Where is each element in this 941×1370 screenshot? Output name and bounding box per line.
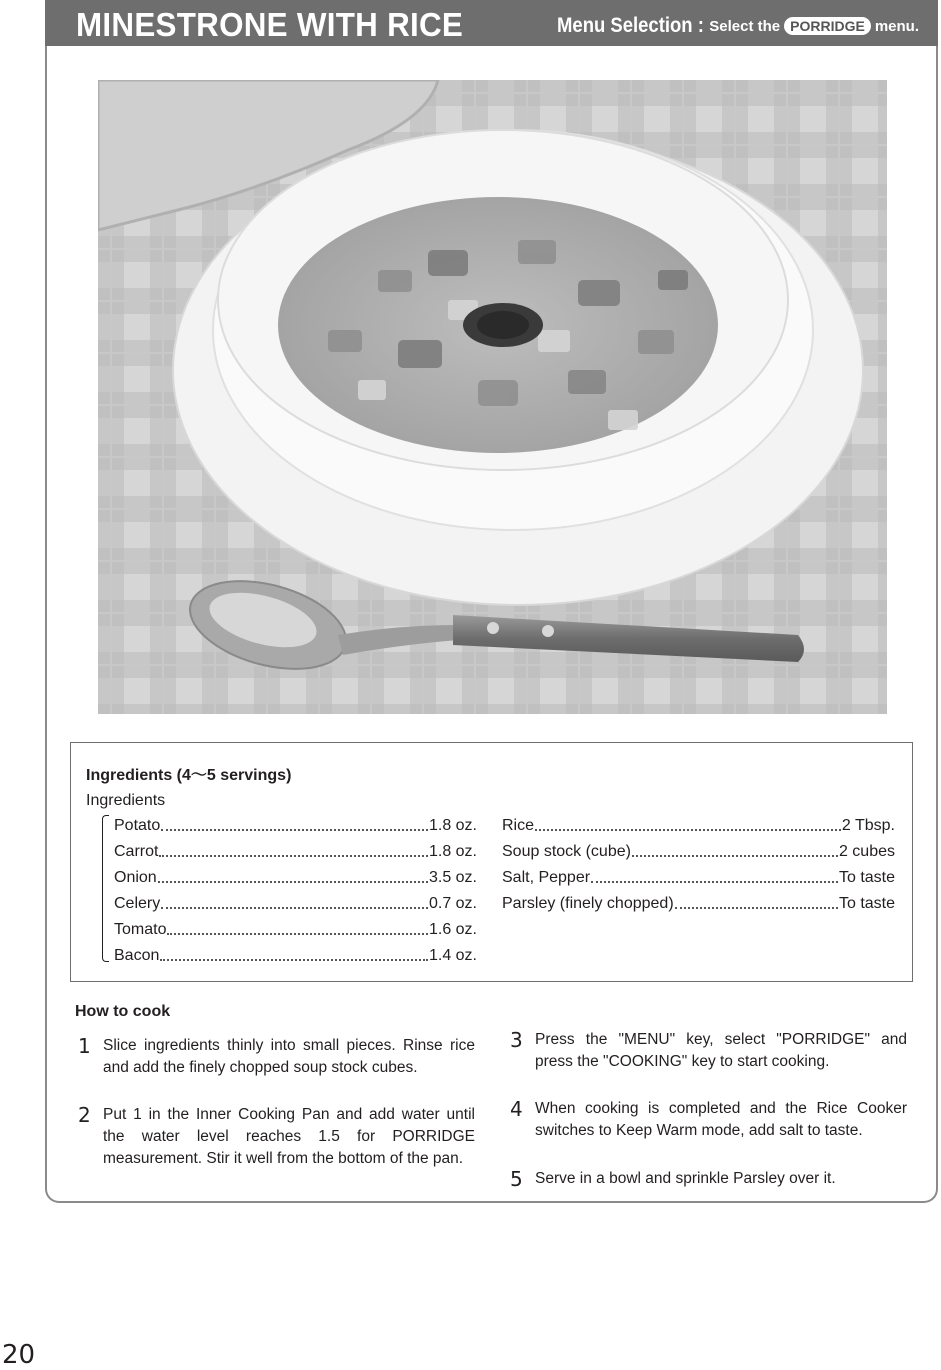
ingredient-amount: 1.4 oz. bbox=[428, 947, 477, 964]
ingredient-row bbox=[502, 867, 895, 887]
leader-dots bbox=[675, 907, 838, 909]
recipe-title: MINESTRONE WITH RICE bbox=[76, 6, 464, 43]
ingredient-row bbox=[114, 867, 477, 887]
ingredients-subtitle: Ingredients bbox=[86, 792, 166, 809]
ingredient-row bbox=[502, 841, 895, 861]
leader-dots bbox=[632, 855, 838, 857]
soup-photo-illustration bbox=[98, 80, 887, 714]
step-text: Put 1 in the Inner Cooking Pan and add water until the water level reaches 1.5 for PORRIDGE measurement. Stir it well from the bottom of the pan. bbox=[103, 1106, 475, 1167]
ingredient-name: Rice bbox=[502, 817, 535, 834]
porridge-badge: PORRIDGE bbox=[784, 17, 871, 35]
ingredient-amount: 0.7 oz. bbox=[428, 895, 477, 912]
step-number: 5 bbox=[510, 1167, 523, 1191]
ingredient-row bbox=[114, 893, 477, 913]
ingredient-name: Soup stock (cube) bbox=[502, 843, 631, 860]
ingredient-name: Onion bbox=[114, 869, 157, 886]
ingredient-name: Tomato bbox=[114, 921, 167, 938]
ingredient-amount: 2 cubes bbox=[838, 843, 895, 860]
ingredient-name: Carrot bbox=[114, 843, 159, 860]
page-number: 20 bbox=[2, 1340, 36, 1370]
menu-selection-label: Menu Selection : bbox=[557, 14, 705, 37]
leader-dots bbox=[158, 881, 428, 883]
ingredient-name: Celery bbox=[114, 895, 161, 912]
step-text: Serve in a bowl and sprinkle Parsley over it. bbox=[535, 1170, 836, 1187]
ingredient-row bbox=[502, 815, 895, 835]
leader-dots bbox=[535, 829, 841, 831]
step-text: Press the "MENU" key, select "PORRIDGE" and press the "COOKING" key to start cooking. bbox=[535, 1031, 907, 1070]
ingredient-amount: 2 Tbsp. bbox=[841, 817, 895, 834]
ingredient-row bbox=[114, 919, 477, 939]
ingredient-amount: To taste bbox=[838, 895, 895, 912]
ingredient-amount: 1.8 oz. bbox=[428, 817, 477, 834]
ingredient-amount: 3.5 oz. bbox=[428, 869, 477, 886]
step-number: 3 bbox=[510, 1028, 523, 1052]
ingredients-bracket bbox=[102, 815, 109, 962]
leader-dots bbox=[167, 933, 428, 935]
menu-selection-prefix: Select the bbox=[709, 17, 781, 35]
step-number: 1 bbox=[78, 1034, 91, 1058]
step-text: Slice ingredients thinly into small pieces. Rinse rice and add the finely chopped soup stock cubes. bbox=[103, 1037, 475, 1076]
leader-dots bbox=[160, 959, 428, 961]
ingredient-amount: 1.6 oz. bbox=[428, 921, 477, 938]
step-number: 4 bbox=[510, 1097, 523, 1121]
ingredient-row bbox=[502, 893, 895, 913]
ingredient-row bbox=[114, 841, 477, 861]
ingredient-amount: To taste bbox=[838, 869, 895, 886]
step-text: When cooking is completed and the Rice Cooker switches to Keep Warm mode, add salt to taste. bbox=[535, 1100, 907, 1139]
ingredient-row bbox=[114, 815, 477, 835]
how-to-cook-heading: How to cook bbox=[75, 1003, 171, 1020]
ingredient-amount: 1.8 oz. bbox=[428, 843, 477, 860]
ingredient-name: Salt, Pepper bbox=[502, 869, 591, 886]
menu-selection bbox=[537, 14, 923, 38]
soup-photo bbox=[98, 80, 887, 714]
ingredient-name: Bacon bbox=[114, 947, 160, 964]
menu-selection-suffix: menu. bbox=[874, 17, 919, 35]
ingredient-name: Potato bbox=[114, 817, 161, 834]
leader-dots bbox=[591, 881, 838, 883]
ingredient-row bbox=[114, 945, 477, 965]
ingredient-name: Parsley (finely chopped) bbox=[502, 895, 674, 912]
leader-dots bbox=[161, 907, 428, 909]
leader-dots bbox=[159, 855, 428, 857]
step-number: 2 bbox=[78, 1103, 91, 1127]
leader-dots bbox=[161, 829, 428, 831]
ingredients-title: Ingredients (4～5 servings) bbox=[86, 767, 292, 784]
